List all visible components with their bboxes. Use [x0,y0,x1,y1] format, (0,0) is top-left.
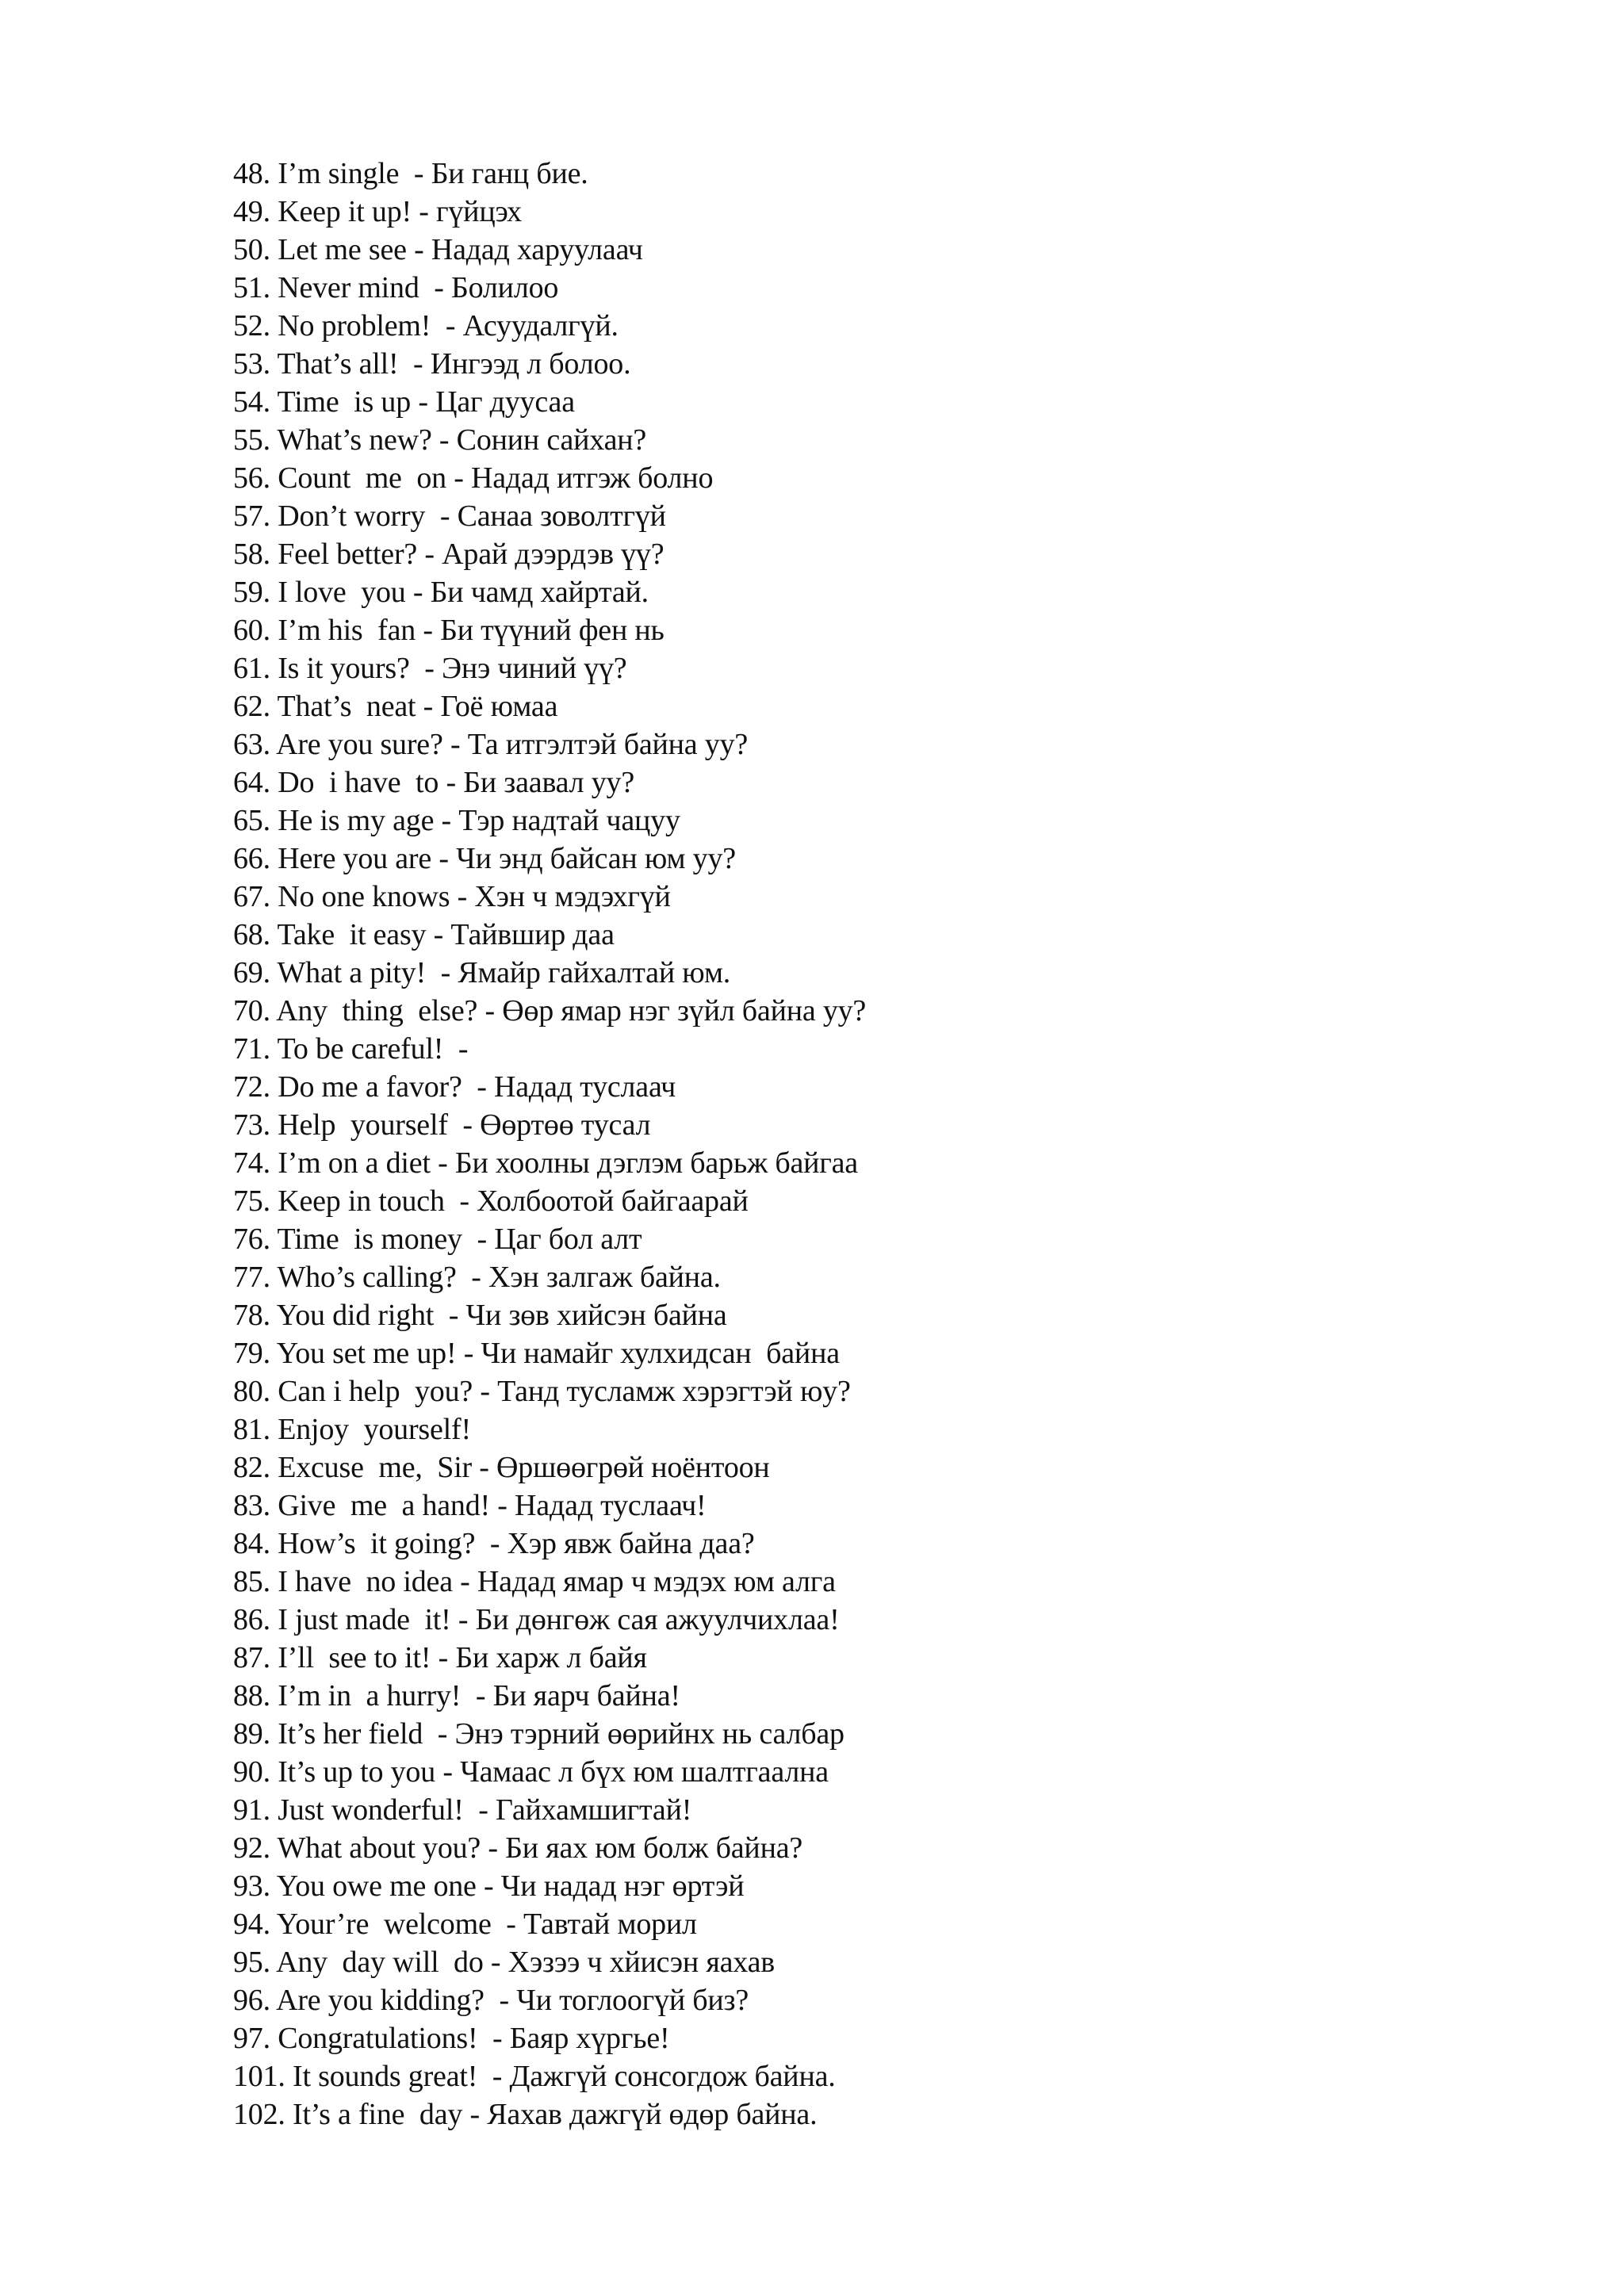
phrase-line: 53. That’s all! - Ингээд л болоо. [233,347,631,381]
phrase-line: 86. I just made it! - Би дөнгөж сая ажуулчихлаа! [233,1603,840,1636]
phrase-line: 71. To be careful! - [233,1032,469,1066]
phrase-line: 65. He is my age - Тэр надтай чацуу [233,804,680,837]
phrase-line: 78. You did right - Чи зөв хийсэн байна [233,1299,727,1332]
phrase-line: 67. No one knows - Хэн ч мэдэхгүй [233,880,671,913]
phrase-line: 60. I’m his fan - Би түүний фен нь [233,614,665,647]
phrase-line: 58. Feel better? - Арай дээрдэв үү? [233,538,665,571]
phrase-line: 50. Let me see - Надад харуулаач [233,233,643,266]
phrase-line: 95. Any day will do - Хэзээ ч хйисэн яахав [233,1946,775,1979]
phrase-line: 59. I love you - Би чамд хайртай. [233,576,649,609]
phrase-line: 83. Give me a hand! - Надад туслаач! [233,1489,707,1522]
phrase-list [233,155,866,2133]
phrase-line: 88. I’m in a hurry! - Би яарч байна! [233,1679,680,1712]
phrase-line: 97. Congratulations! - Баяр хүргье! [233,2022,670,2055]
phrase-line: 77. Who’s calling? - Хэн залгаж байна. [233,1261,721,1294]
phrase-line: 96. Are you kidding? - Чи тоглоогүй биз? [233,1984,749,2017]
phrase-line: 64. Do i have to - Би заавал уу? [233,766,635,799]
phrase-line: 82. Excuse me, Sir - Өршөөгрөй ноёнтоон [233,1451,770,1484]
phrase-line: 54. Time is up - Цаг дуусаа [233,385,575,419]
phrase-line: 72. Do me a favor? - Надад туслаач [233,1070,676,1104]
phrase-line: 52. No problem! - Асуудалгүй. [233,309,619,342]
phrase-line: 69. What a pity! - Ямайр гайхалтай юм. [233,956,731,989]
phrase-line: 75. Keep in touch - Холбоотой байгаарай [233,1184,749,1218]
phrase-line: 51. Never mind - Болилоо [233,271,559,304]
phrase-line: 61. Is it yours? - Энэ чиний үү? [233,652,627,685]
phrase-line: 90. It’s up to you - Чамаас л бүх юм шалтгаална [233,1755,829,1789]
phrase-line: 66. Here you are - Чи энд байсан юм уу? [233,842,736,875]
phrase-line: 101. It sounds great! - Дажгүй сонсогдож байна. [233,2060,836,2093]
phrase-line: 81. Enjoy yourself! [233,1413,471,1446]
phrase-line: 92. What about you? - Би яах юм болж байна? [233,1831,803,1865]
phrase-line: 85. I have no idea - Надад ямар ч мэдэх юм алга [233,1565,836,1598]
phrase-line: 48. I’m single - Би ганц бие. [233,157,588,190]
phrase-line: 57. Don’t worry - Санаа зоволтгүй [233,499,666,533]
phrase-line: 55. What’s new? - Сонин сайхан? [233,423,647,457]
phrase-line: 62. That’s neat - Гоё юмаа [233,690,558,723]
phrase-line: 94. Your’re welcome - Тавтай морил [233,1908,697,1941]
phrase-line: 68. Take it easy - Тайвшир даа [233,918,615,951]
phrase-line: 80. Can i help you? - Танд тусламж хэрэгтэй юу? [233,1375,851,1408]
phrase-line: 87. I’ll see to it! - Би харж л байя [233,1641,647,1674]
phrase-line: 84. How’s it going? - Хэр явж байна даа? [233,1527,755,1560]
phrase-line: 63. Are you sure? - Та итгэлтэй байна уу? [233,728,749,761]
phrase-line: 70. Any thing else? - Өөр ямар нэг зүйл байна уу? [233,994,867,1027]
phrase-line: 49. Keep it up! - гүйцэх [233,195,522,228]
phrase-line: 102. It’s a fine day - Яахав дажгүй өдөр байна. [233,2098,818,2131]
phrase-line: 89. It’s her field - Энэ тэрний өөрийнх нь салбар [233,1717,845,1751]
phrase-line: 93. You owe me one - Чи надад нэг өртэй [233,1869,745,1903]
phrase-line: 91. Just wonderful! - Гайхамшигтай! [233,1793,692,1827]
phrase-line: 79. You set me up! - Чи намайг хулхидсан байна [233,1337,840,1370]
phrase-line: 74. I’m on a diet - Би хоолны дэглэм барьж байгаа [233,1146,858,1180]
phrase-line: 76. Time is money - Цаг бол алт [233,1223,642,1256]
phrase-line: 73. Help yourself - Өөртөө тусал [233,1108,651,1142]
phrase-line: 56. Count me on - Надад итгэж болно [233,461,714,495]
